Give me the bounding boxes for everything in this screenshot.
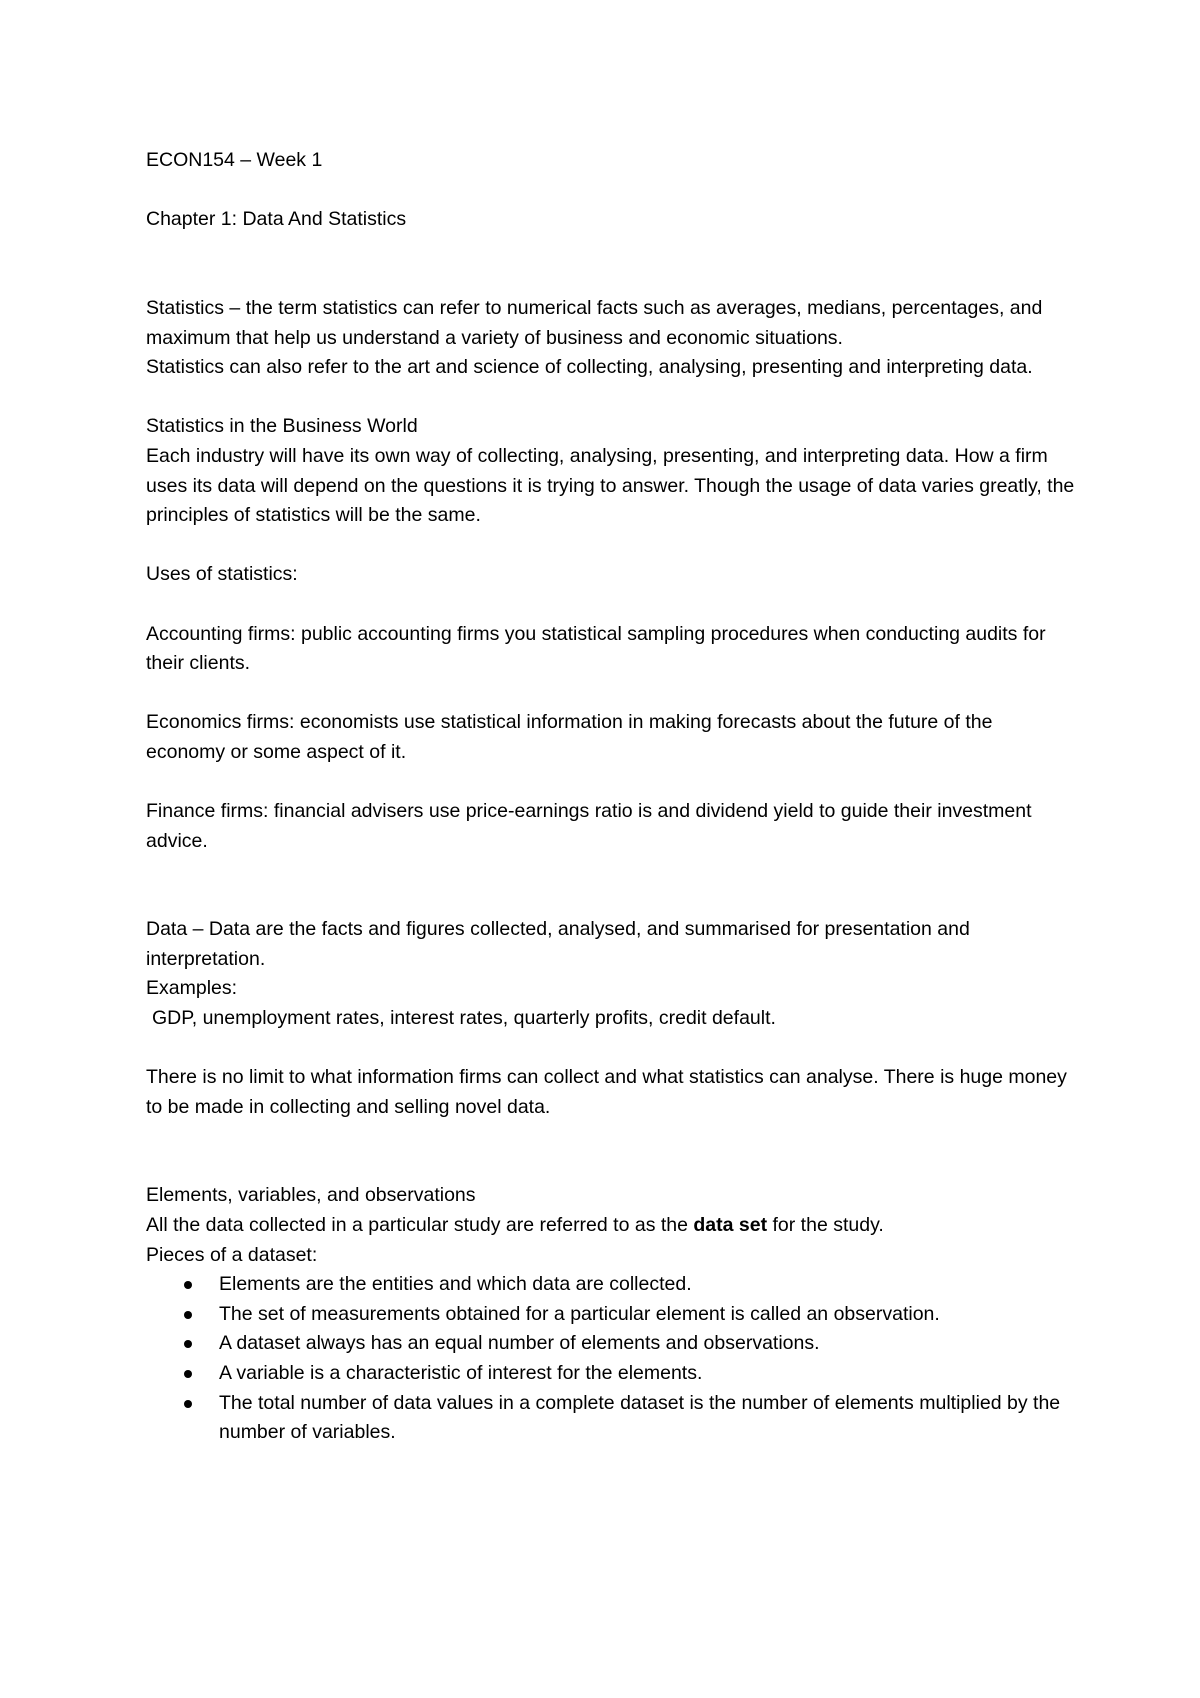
document-body xyxy=(146,146,1076,1448)
bullet-icon xyxy=(184,1311,192,1319)
dataset-pieces-list xyxy=(146,1270,1076,1448)
list-item-text: The total number of data values in a complete dataset is the number of elements multiplied by the number of variables. xyxy=(219,1391,1061,1444)
data-definition: Data – Data are the facts and figures collected, analysed, and summarised for presentation and interpretation. xyxy=(146,918,970,970)
document-title: ECON154 – Week 1 xyxy=(146,149,323,171)
bullet-icon xyxy=(184,1281,192,1289)
business-world-text: Each industry will have its own way of collecting, analysing, presenting, and interpreting data. How a firm uses its data will depend on the questions it is trying to answer. Though the usage of data varies greatly, the principles of statistics will be the same. xyxy=(146,444,1075,527)
list-item xyxy=(146,1300,1076,1330)
bullet-icon xyxy=(184,1400,192,1408)
chapter-heading: Chapter 1: Data And Statistics xyxy=(146,208,407,231)
elements-heading: Elements, variables, and observations xyxy=(146,1184,476,1207)
bullet-icon xyxy=(184,1370,192,1378)
dataset-sentence-end: for the study. xyxy=(767,1214,884,1236)
finance-firms-text: Finance firms: financial advisers use price-earnings ratio is and dividend yield to guide their investment advice. xyxy=(146,800,1032,852)
pieces-label: Pieces of a dataset: xyxy=(146,1243,318,1266)
list-item-text: A dataset always has an equal number of elements and observations. xyxy=(219,1332,820,1355)
bullet-icon xyxy=(184,1340,192,1348)
list-item xyxy=(146,1389,1076,1448)
economics-firms-text: Economics firms: economists use statistical information in making forecasts about the future of the economy or some aspect of it. xyxy=(146,711,993,763)
dataset-sentence xyxy=(146,1211,1076,1241)
business-world-heading: Statistics in the Business World xyxy=(146,415,418,438)
statistics-definition-2: Statistics can also refer to the art and science of collecting, analysing, presenting and interpreting data. xyxy=(146,356,1033,379)
examples-label: Examples: xyxy=(146,977,238,1000)
list-item xyxy=(146,1329,1076,1359)
accounting-firms-text: Accounting firms: public accounting firms you statistical sampling procedures when conducting audits for their clients. xyxy=(146,622,1046,675)
list-item-text: Elements are the entities and which data are collected. xyxy=(219,1273,692,1296)
list-item xyxy=(146,1270,1076,1300)
no-limit-text: There is no limit to what information firms can collect and what statistics can analyse. There is huge money to be made in collecting and selling novel data. xyxy=(146,1066,1067,1118)
list-item-text: The set of measurements obtained for a particular element is called an observation. xyxy=(219,1302,940,1325)
dataset-term: data set xyxy=(693,1214,768,1236)
statistics-definition: Statistics – the term statistics can refer to numerical facts such as averages, medians, percentages, and maximum that help us understand a variety of business and economic situations. xyxy=(146,296,1043,349)
list-item-text: A variable is a characteristic of interest for the elements. xyxy=(219,1361,703,1384)
list-item xyxy=(146,1359,1076,1389)
dataset-sentence-start: All the data collected in a particular study are referred to as the xyxy=(146,1214,694,1236)
uses-heading: Uses of statistics: xyxy=(146,563,298,586)
examples-list: GDP, unemployment rates, interest rates, quarterly profits, credit default. xyxy=(152,1007,776,1030)
